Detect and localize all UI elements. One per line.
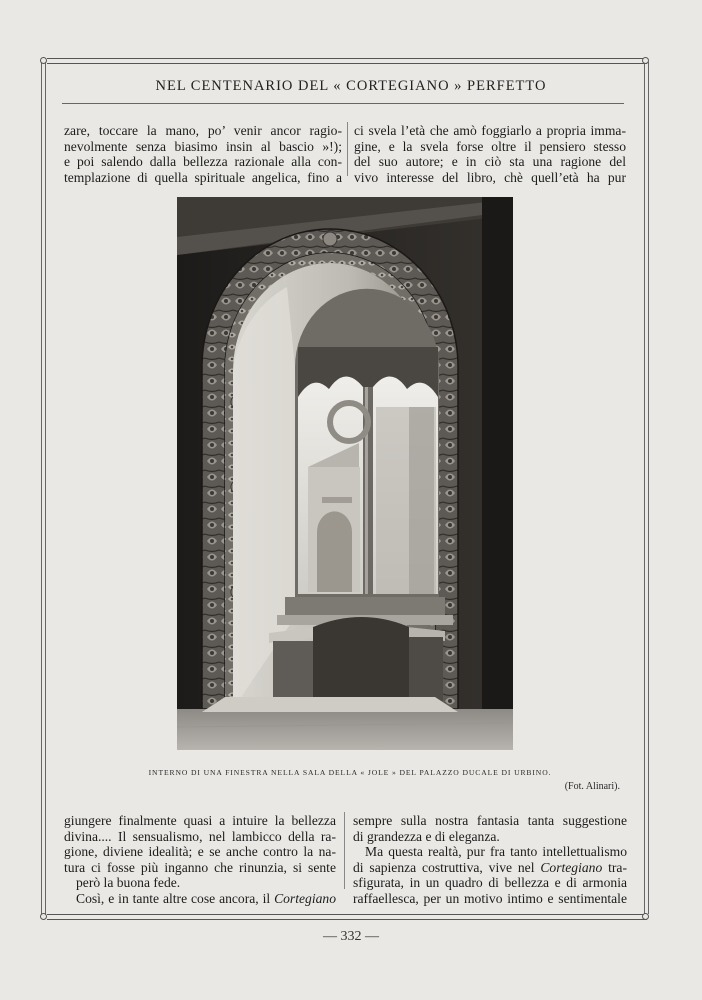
- frame-bottom-rule: [47, 914, 647, 920]
- page-number: — 332 —: [323, 929, 379, 944]
- frame-corner-ornament: [642, 913, 649, 920]
- text-span: tra-: [608, 859, 627, 875]
- text-span: di sapienza costruttiva, vive nel: [353, 859, 535, 875]
- text-line: templazione di quella spirituale angelica, fino a: [64, 169, 342, 185]
- text-line: tura ci fosse più inganno che rinunzia, si sente: [64, 859, 336, 875]
- italic-title: Cortegiano: [540, 859, 603, 875]
- text-line: e poi salendo dalla bellezza razionale alla con-: [64, 154, 342, 170]
- text-column-top-left: [64, 123, 342, 185]
- text-line: Ma questa realtà, pur fra tanto intellettualismo: [365, 844, 627, 860]
- column-divider: [347, 122, 348, 176]
- text-line: [353, 860, 627, 876]
- text-line: zare, toccare la mano, po’ venir ancor ragio-: [64, 123, 342, 138]
- text-line: del suo autore; e in ciò sta una ragione del: [354, 154, 626, 170]
- figure-caption: INTERNO DI UNA FINESTRA NELLA SALA DELLA « JOLE » DEL PALAZZO DUCALE DI URBINO.: [148, 768, 552, 777]
- text-line: sfigurata, in un quadro di bellezza e di armonia: [353, 875, 627, 891]
- frame-corner-ornament: [642, 57, 649, 64]
- text-line: ci svela l’età che amò foggiarlo a propria imma-: [354, 123, 626, 138]
- text-line: di grandezza e di eleganza.: [353, 828, 500, 844]
- text-line: nevolmente senza biasimo insin al bascio »!);: [64, 138, 342, 154]
- text-line: vivo interesse del libro, chè quell’età ha pur: [354, 169, 626, 185]
- text-line: gione, diviene idealità; e se anche contro la na-: [64, 844, 336, 860]
- italic-title: Cortegiano: [274, 890, 336, 906]
- text-line: sempre sulla nostra fantasia tanta suggestione: [353, 813, 627, 828]
- header-rule: [62, 103, 624, 104]
- frame-left-rule: [41, 62, 46, 914]
- text-span: Così, e in tante altre cose ancora, il: [76, 890, 271, 906]
- text-line: però la buona fede.: [76, 875, 181, 891]
- text-line: [64, 891, 336, 907]
- text-column-top-right: [354, 123, 626, 185]
- frame-right-rule: [644, 62, 649, 914]
- photo-credit: (Fot. Alinari).: [564, 781, 620, 792]
- running-head: NEL CENTENARIO DEL « CORTEGIANO » PERFETTO: [155, 78, 547, 94]
- text-column-bottom-right: [353, 813, 627, 907]
- column-divider: [344, 812, 345, 889]
- frame-corner-ornament: [40, 57, 47, 64]
- text-line: gine, e la svela forse oltre il pensiero stesso: [354, 138, 626, 154]
- text-line: raffaellesca, per un motivo intimo e sentimentale: [353, 890, 627, 906]
- text-line: divina.... Il sensualismo, nel lambicco della ra-: [64, 828, 336, 844]
- text-column-bottom-left: [64, 813, 336, 907]
- frame-top-rule: [47, 58, 647, 64]
- text-line: giungere finalmente quasi a intuire la bellezza: [64, 813, 336, 828]
- frame-corner-ornament: [40, 913, 47, 920]
- window-photograph: [177, 197, 513, 750]
